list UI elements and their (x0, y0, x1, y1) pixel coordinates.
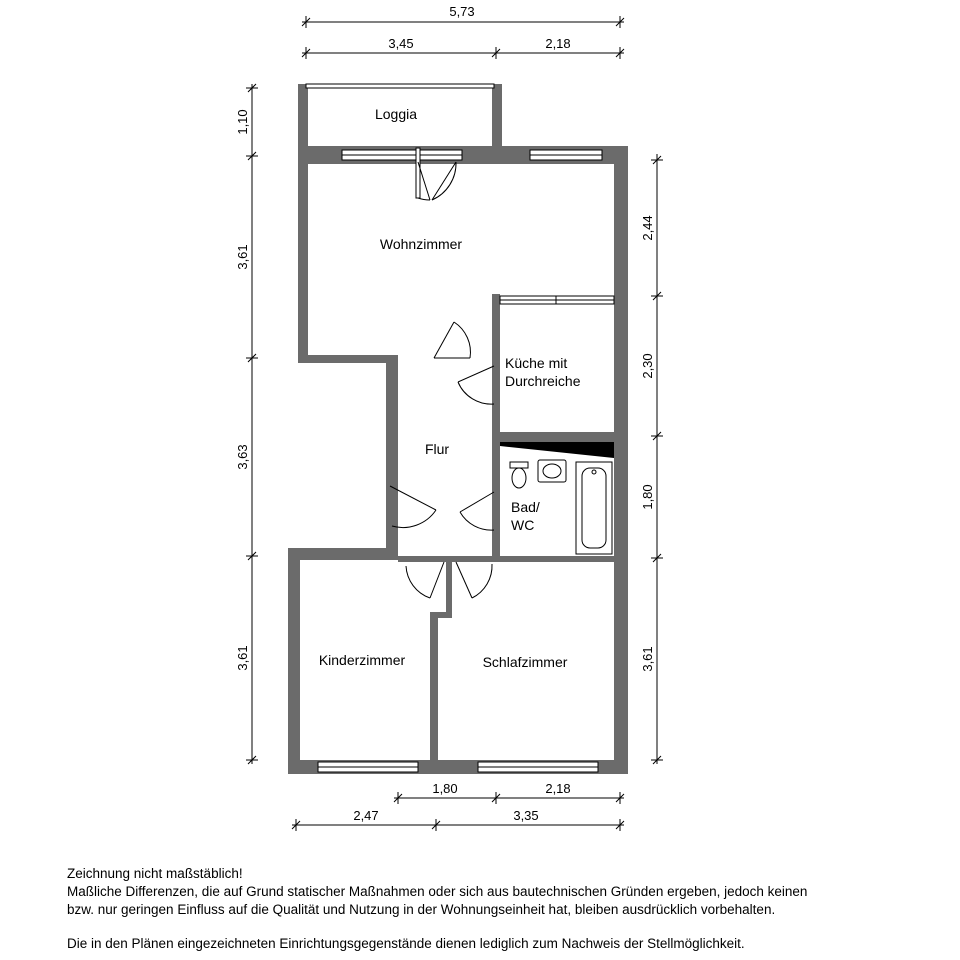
dim-right-bad: 1,80 (640, 484, 655, 510)
dim-left-loggia: 1,10 (235, 109, 250, 135)
loggia-right-wall (492, 84, 502, 152)
room-label-bad-line2: WC (511, 517, 535, 533)
dim-right-wohn: 2,44 (640, 215, 655, 241)
room-label-kinderzimmer: Kinderzimmer (318, 652, 406, 668)
right-wall (614, 146, 628, 774)
loggia-railing (306, 84, 494, 88)
bedroom-partition-upper (446, 556, 452, 616)
dim-right-kueche: 2,30 (640, 353, 655, 379)
toilet-icon (510, 462, 528, 488)
flur-right-wall (492, 294, 500, 560)
room-label-schlafzimmer: Schlafzimmer (482, 654, 568, 670)
dim-bottom-outer-left: 2,47 (353, 808, 379, 823)
flur-left-wall (386, 355, 398, 555)
dim-top-left: 3,45 (388, 36, 414, 51)
room-label-loggia: Loggia (374, 106, 418, 122)
dim-bottom-inner-left: 1,80 (432, 781, 458, 796)
windows (318, 150, 614, 772)
bathtub-icon (576, 462, 612, 554)
dim-bottom-inner-right: 2,18 (545, 781, 571, 796)
wohnzimmer-bottom-wall (298, 355, 398, 363)
room-label-wohnzimmer: Wohnzimmer (379, 236, 463, 252)
kitchen-bath-wall (492, 432, 620, 442)
dim-top-total: 5,73 (449, 4, 475, 19)
door-bad (460, 492, 494, 530)
dim-bottom-outer-right: 3,35 (513, 808, 539, 823)
room-label-bad-line1: Bad/ (511, 499, 540, 515)
dim-left-wohn: 3,61 (235, 244, 250, 270)
kinderzimmer-left-wall (288, 548, 300, 774)
dim-left-flur: 3,63 (235, 444, 250, 470)
door-kinderzimmer (406, 562, 444, 598)
door-kueche (458, 366, 494, 404)
bedroom-partition-wall (430, 612, 438, 762)
note-disclaimer-line2: bzw. nur geringen Einfluss auf die Qualität und Nutzung in der Wohnungseinheit hat, bleiben ausdrücklich vorbehalten. (67, 902, 776, 917)
walls (288, 84, 628, 774)
wohnzimmer-left-wall (298, 146, 308, 358)
room-label-flur: Flur (424, 441, 450, 457)
room-label-kueche-line2: Durchreiche (505, 373, 581, 389)
kinderzimmer-top-wall (288, 548, 398, 560)
note-disclaimer-line1: Maßliche Differenzen, die auf Grund statischer Maßnahmen oder sich aus bautechnischen Gründen ergeben, jedoch keinen (67, 884, 808, 899)
dim-right-schlaf: 3,61 (640, 646, 655, 672)
sink-icon (538, 460, 566, 482)
door-wohnzimmer (434, 322, 470, 358)
room-label-kueche-line1: Küche mit (505, 355, 568, 371)
dim-top-right: 2,18 (545, 36, 571, 51)
note-not-to-scale: Zeichnung nicht maßstäblich! (67, 866, 243, 881)
doors (390, 148, 494, 598)
door-schlafzimmer (456, 562, 492, 598)
note-furniture: Die in den Plänen eingezeichneten Einrichtungsgegenstände dienen lediglich zum Nachweis der Stellmöglichkeit. (67, 936, 745, 951)
bath-vent-shaft (500, 442, 614, 458)
dimension-lines (246, 16, 663, 831)
bedroom-top-wall (398, 556, 618, 562)
dim-left-kinder: 3,61 (235, 645, 250, 671)
